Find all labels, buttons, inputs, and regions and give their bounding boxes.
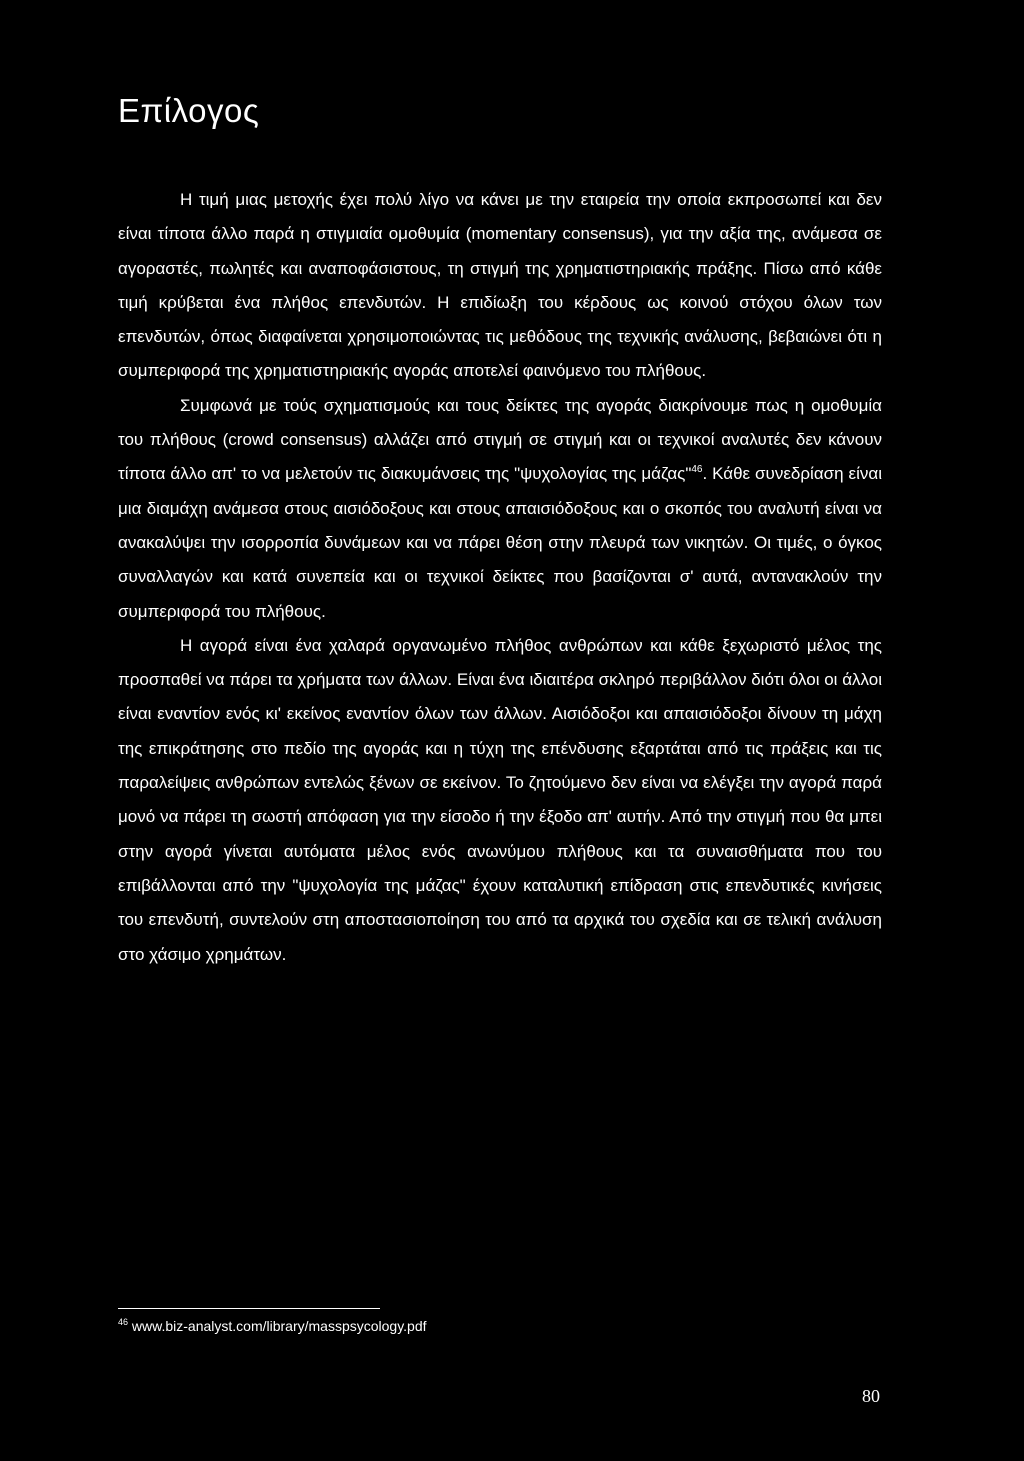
paragraph-3-text: Η αγορά είναι ένα χαλαρά οργανωμένο πλήθος ανθρώπων και κάθε ξεχωριστό μέλος της προσπαθεί να πάρει τα χρήματα των άλλων. Είναι ένα ιδιαιτέρα σκληρό περιβάλλον διότι όλοι οι άλλοι είναι εναντίον ενός κι' εκείνος εναντίον όλων των άλλων. Αισιόδοξοι και απαισιόδοξοι δίνουν τη μάχη της επικράτησης στο πεδίο της αγοράς και η τύχη της επένδυσης εξαρτάται από τις πράξεις και τις παραλείψεις ανθρώπων εντελώς ξένων σε εκείνον. Το ζητούμενο δεν είναι να ελέγξει την αγορά παρά μονό να πάρει τη σωστή απόφαση για την είσοδο ή την έξοδο απ' αυτήν. Από την στιγμή που θα μπει στην αγορά γίνεται αυτόματα μέλος ενός ανωνύμου πλήθους και τα συναισθήματα που του επιβάλλονται από την "ψυχολογία της μάζας" έχουν καταλυτική επίδραση στις επενδυτικές κινήσεις του επενδυτή, συντελούν στη αποστασιοποίηση του από τα αρχικά του σχεδία και σε τελική ανάλυση στο χάσιμο χρημάτων. — [118, 635, 882, 964]
footnote — [118, 1318, 427, 1334]
footnote-link[interactable]: www.biz-analyst.com/library/masspsycology.pdf — [131, 1318, 427, 1334]
page-title: Επίλογος — [118, 92, 260, 129]
body-text — [118, 183, 882, 972]
paragraph-2 — [118, 389, 882, 629]
paragraph-1 — [118, 183, 882, 389]
page-number: 80 — [862, 1386, 880, 1406]
footnote-separator — [118, 1308, 380, 1309]
footnote-reference[interactable]: 46 — [691, 464, 703, 476]
paragraph-2-text-end: . Κάθε συνεδρίαση είναι μια διαμάχη ανάμεσα στους αισιόδοξους και στους απαισιόδοξους και ο σκοπός του αναλυτή είναι να ανακαλύψει την ισορροπία δυνάμεων και να πάρει θέση στην πλευρά των νικητών. Οι τιμές, ο όγκος συναλλαγών και κατά συνεπεία και οι τεχνικοί δείκτες που βασίζονται σ' αυτά, αντανακλούν την συμπεριφορά του πλήθους. — [118, 464, 882, 621]
paragraph-1-text: Η τιμή μιας μετοχής έχει πολύ λίγο να κάνει με την εταιρεία την οποία εκπροσωπεί και δεν είναι τίποτα άλλο παρά η στιγμιαία ομοθυμία (momentary consensus), για την αξία της, ανάμεσα σε αγοραστές, πωλητές και αναποφάσιστους, τη στιγμή της χρηματιστηριακής πράξης. Πίσω από κάθε τιμή κρύβεται ένα πλήθος επενδυτών. Η επιδίωξη του κέρδους ως κοινού στόχου όλων των επενδυτών, όπως διαφαίνεται χρησιμοποιώντας τις μεθόδους της τεχνικής ανάλυσης, βεβαιώνει ότι η συμπεριφορά της χρηματιστηριακής αγοράς αποτελεί φαινόμενο του πλήθους. — [118, 190, 882, 381]
paragraph-2-text-start: Συμφωνά με τούς σχηματισμούς και τους δείκτες της αγοράς διακρίνουμε πως η ομοθυμία του πλήθους (crowd consensus) αλλάζει από στιγμή σε στιγμή και οι τεχνικοί αναλυτές δεν κάνουν τίποτα άλλο απ' το να μελετούν τις διακυμάνσεις της "ψυχολογίας της μάζας" — [118, 395, 882, 484]
footnote-number: 46 — [118, 1317, 129, 1327]
paragraph-3 — [118, 629, 882, 972]
